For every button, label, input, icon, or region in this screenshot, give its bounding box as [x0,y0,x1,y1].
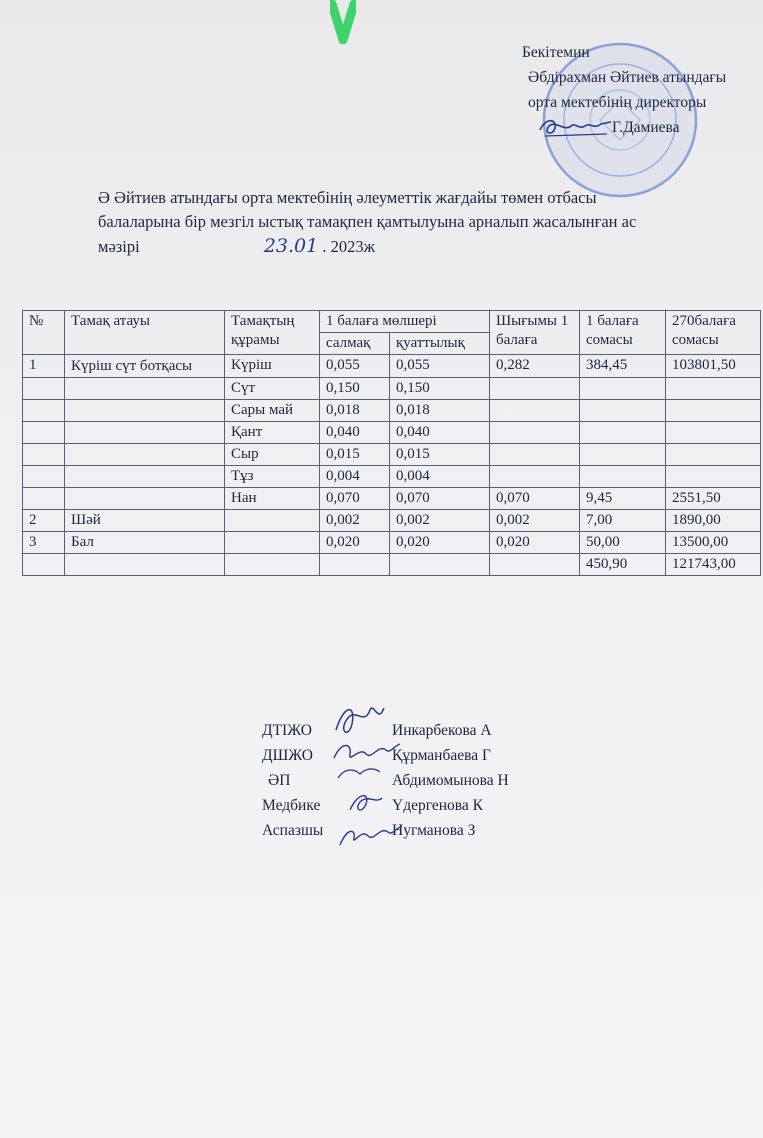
approval-school: Әбдірахман Әйтиев атындағы [528,69,727,86]
table-cell-ingredient [225,554,320,576]
table-cell-name: Бал [65,532,225,554]
table-cell-energy: 0,070 [390,488,490,510]
title-year: . 2023ж [322,237,376,256]
table-cell-sum1: 50,00 [580,532,666,554]
table-cell-ingredient: Сыр [225,444,320,466]
title-menu-word: мәзірі [98,237,140,256]
signature-role: ДШЖО [262,747,313,764]
table-cell-num [23,422,65,444]
table-cell-sum1 [580,378,666,400]
header-number: № [23,311,65,355]
table-cell-sum270: 103801,50 [666,355,761,378]
director-signature [535,112,615,142]
table-cell-sum1: 384,45 [580,355,666,378]
table-cell-num [23,488,65,510]
table-row [23,466,761,488]
table-cell-cost [490,400,580,422]
signature-name: Нугманова З [392,822,476,839]
table-cell-weight: 0,150 [320,378,390,400]
table-cell-sum1 [580,400,666,422]
table-cell-name [65,488,225,510]
table-cell-sum1: 7,00 [580,510,666,532]
table-cell-sum1 [580,422,666,444]
check-mark-icon [330,0,356,44]
table-cell-sum270: 1890,00 [666,510,761,532]
title-line-1: Ә Әйтиев атындағы орта мектебінің әлеуметтік жағдайы төмен отбасы [98,188,597,207]
table-cell-weight [320,554,390,576]
header-sum-per-child: 1 балаға сомасы [580,311,666,355]
table-cell-sum270 [666,466,761,488]
approval-heading: Бекітемин [522,44,590,61]
table-cell-num: 3 [23,532,65,554]
handwritten-date: 23.01 [263,235,319,257]
signature-role: ӘП [268,772,291,789]
table-cell-num [23,378,65,400]
table-cell-cost [490,444,580,466]
approval-director-name: Г.Дамиева [612,119,680,136]
table-cell-cost [490,554,580,576]
table-cell-name: Шәй [65,510,225,532]
header-per-child: 1 балаға мөлшері [320,311,490,333]
header-dish-name: Тамақ атауы [65,311,225,355]
table-cell-cost: 0,282 [490,355,580,378]
table-row [23,488,761,510]
table-cell-sum1: 9,45 [580,488,666,510]
signature-name: Құрманбаева Г [392,747,491,764]
approval-position: орта мектебінің директоры [528,94,707,111]
table-row [23,444,761,466]
table-cell-energy: 0,020 [390,532,490,554]
table-cell-name [65,466,225,488]
table-cell-num [23,466,65,488]
signature-role: Медбике [262,797,321,814]
table-cell-ingredient: Күріш [225,355,320,378]
table-row [23,400,761,422]
table-row [23,378,761,400]
table-cell-name [65,422,225,444]
table-cell-cost [490,378,580,400]
table-cell-weight: 0,055 [320,355,390,378]
signature-role: ДТІЖО [262,722,312,739]
table-cell-weight: 0,015 [320,444,390,466]
signature-scribbles [330,700,410,850]
table-row [23,532,761,554]
table-cell-weight: 0,004 [320,466,390,488]
table-cell-sum1 [580,466,666,488]
table-cell-sum270 [666,378,761,400]
document-title [98,186,738,259]
table-cell-cost: 0,020 [490,532,580,554]
table-cell-energy: 0,150 [390,378,490,400]
signature-role: Аспазшы [262,822,324,839]
signature-name: Абдимомынова Н [392,772,509,789]
title-line-2: балаларына бір мезгіл ыстық тамақпен қамтылуына арналып жасалынған ас [98,212,637,231]
table-cell-energy: 0,015 [390,444,490,466]
table-cell-name [65,400,225,422]
table-cell-sum1 [580,444,666,466]
table-cell-weight: 0,002 [320,510,390,532]
signature-name: Инкарбекова А [392,722,492,739]
title-line-3 [98,234,738,259]
table-cell-sum270 [666,422,761,444]
table-cell-energy [390,554,490,576]
table-cell-cost [490,466,580,488]
table-cell-energy: 0,002 [390,510,490,532]
table-cell-cost [490,422,580,444]
table-cell-cost: 0,002 [490,510,580,532]
table-cell-num [23,554,65,576]
table-cell-name [65,444,225,466]
table-cell-ingredient [225,510,320,532]
header-cost-per-child: Шығымы 1 балаға [490,311,580,355]
table-cell-weight: 0,020 [320,532,390,554]
table-cell-energy: 0,004 [390,466,490,488]
table-cell-ingredient: Тұз [225,466,320,488]
table-cell-energy: 0,018 [390,400,490,422]
table-row [23,422,761,444]
table-cell-name: Күріш сүт ботқасы [65,355,225,378]
menu-table [22,310,761,576]
table-cell-sum270: 13500,00 [666,532,761,554]
table-cell-energy: 0,055 [390,355,490,378]
table-row [23,355,761,378]
table-cell-ingredient: Нан [225,488,320,510]
header-weight: салмақ [320,333,390,355]
table-cell-ingredient: Қант [225,422,320,444]
table-cell-num: 1 [23,355,65,378]
table-cell-sum270: 2551,50 [666,488,761,510]
table-cell-sum270: 121743,00 [666,554,761,576]
header-energy: қуаттылық [390,333,490,355]
table-cell-energy: 0,040 [390,422,490,444]
table-cell-ingredient: Сары май [225,400,320,422]
header-sum-270: 270балаға сомасы [666,311,761,355]
table-cell-sum270 [666,444,761,466]
table-cell-name [65,554,225,576]
table-cell-num: 2 [23,510,65,532]
table-cell-ingredient [225,532,320,554]
table-cell-weight: 0,018 [320,400,390,422]
table-row [23,510,761,532]
table-cell-weight: 0,070 [320,488,390,510]
table-cell-name [65,378,225,400]
table-cell-num [23,444,65,466]
table-row [23,554,761,576]
table-cell-sum270 [666,400,761,422]
table-cell-num [23,400,65,422]
table-cell-sum1: 450,90 [580,554,666,576]
table-cell-ingredient: Сүт [225,378,320,400]
header-composition: Тамақтың құрамы [225,311,320,355]
signature-name: Үдергенова К [392,797,483,814]
table-cell-weight: 0,040 [320,422,390,444]
table-cell-cost: 0,070 [490,488,580,510]
